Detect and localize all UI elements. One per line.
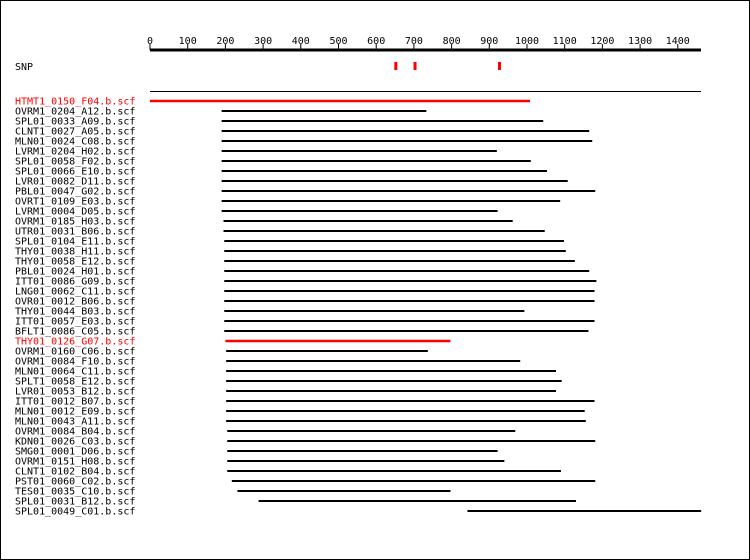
read-name: SPL01_0049_C01.b.scf	[15, 506, 136, 518]
read-name: OVR01_0012_B06.b.scf	[15, 296, 136, 308]
ruler-tick-label: 1400	[665, 36, 690, 47]
ruler-tick-label: 1100	[552, 36, 577, 47]
snp-track	[15, 62, 701, 92]
read-name: SPL01_0058_F02.b.scf	[15, 156, 136, 168]
read-name: HTMT1_0150_F04.b.scf	[15, 96, 136, 108]
read-name: LVR01_0053_B12.b.scf	[15, 386, 136, 398]
ruler-tick-label: 800	[442, 36, 461, 47]
read-name: PBL01_0024_H01.b.scf	[15, 266, 136, 278]
read-name: MLN01_0024_C08.b.scf	[15, 136, 136, 148]
read-name: OVRM1_0151_H08.b.scf	[15, 456, 136, 468]
read-name: ITT01_0012_B07.b.scf	[15, 396, 136, 408]
read-name: UTR01_0031_B06.b.scf	[15, 226, 136, 238]
read-name: OVRM1_0185_H03.b.scf	[15, 216, 136, 228]
read-name: ITT01_0057_E03.b.scf	[15, 316, 136, 328]
ruler-tick-label: 1200	[590, 36, 615, 47]
read-name: LVRM1_0004_D05.b.scf	[15, 206, 136, 218]
read-name: SMG01_0001_D06.b.scf	[15, 446, 136, 458]
read-name: BFLT1_0086_C05.b.scf	[15, 326, 136, 338]
snp-marker	[498, 62, 501, 70]
ruler-tick-label: 900	[480, 36, 499, 47]
snp-marker	[394, 62, 397, 70]
read-name: LNG01_0062_C11.b.scf	[15, 286, 136, 298]
read-name: THY01_0038_H11.b.scf	[15, 246, 136, 258]
read-name: KDN01_0026_C03.b.scf	[15, 436, 136, 448]
snp-label: SNP	[15, 62, 34, 73]
read-name: SPL01_0104_E11.b.scf	[15, 236, 136, 248]
read-name: THY01_0126_G07.b.scf	[15, 336, 136, 348]
ruler-tick-label: 100	[178, 36, 197, 47]
ruler-tick-label: 1000	[514, 36, 540, 47]
read-name: LVR01_0082_D11.b.scf	[15, 176, 136, 188]
read-name: OVRM1_0160_C06.b.scf	[15, 346, 136, 358]
read-name: OVRM1_0204_A12.b.scf	[15, 106, 136, 118]
read-name: TES01_0035_C10.b.scf	[15, 486, 136, 498]
read-name: MLN01_0012_E09.b.scf	[15, 406, 136, 418]
ruler-tick-label: 0	[146, 36, 154, 47]
read-name: CLNT1_0102_B04.b.scf	[15, 466, 136, 478]
read-list	[15, 97, 701, 518]
ruler-tick-label: 600	[367, 36, 386, 47]
read-name: OVRM1_0084_B04.b.scf	[15, 426, 136, 438]
read-name: CLNT1_0027_A05.b.scf	[15, 126, 136, 138]
read-name: THY01_0058_E12.b.scf	[15, 256, 136, 268]
read-name: THY01_0044_B03.b.scf	[15, 306, 136, 318]
read-name: OVRM1_0084_F10.b.scf	[15, 356, 136, 368]
read-name: PBL01_0047_G02.b.scf	[15, 186, 136, 198]
read-name: OVRT1_0109_E03.b.scf	[15, 196, 136, 208]
read-name: MLN01_0064_C11.b.scf	[15, 366, 136, 378]
read-name: SPL01_0031_B12.b.scf	[15, 496, 136, 508]
read-name: SPL01_0033_A09.b.scf	[15, 116, 136, 128]
read-name: LVRM1_0204_H02.b.scf	[15, 146, 136, 158]
read-name: SPLT1_0058_E12.b.scf	[15, 376, 136, 388]
ruler-tick-label: 200	[216, 36, 235, 47]
alignment-diagram	[1, 1, 749, 559]
ruler-tick-label: 300	[254, 36, 273, 47]
read-name: MLN01_0043_A11.b.scf	[15, 416, 136, 428]
ruler-tick-label: 700	[404, 36, 423, 47]
read-name: ITT01_0086_G09.b.scf	[15, 276, 136, 288]
ruler-tick-label: 1300	[628, 36, 653, 47]
ruler-tick-label: 400	[291, 36, 310, 47]
ruler-tick-label: 500	[329, 36, 348, 47]
snp-marker	[414, 62, 417, 70]
position-ruler	[147, 36, 701, 50]
read-name: SPL01_0066_E10.b.scf	[15, 166, 136, 178]
read-name: PST01_0060_C02.b.scf	[15, 476, 136, 488]
